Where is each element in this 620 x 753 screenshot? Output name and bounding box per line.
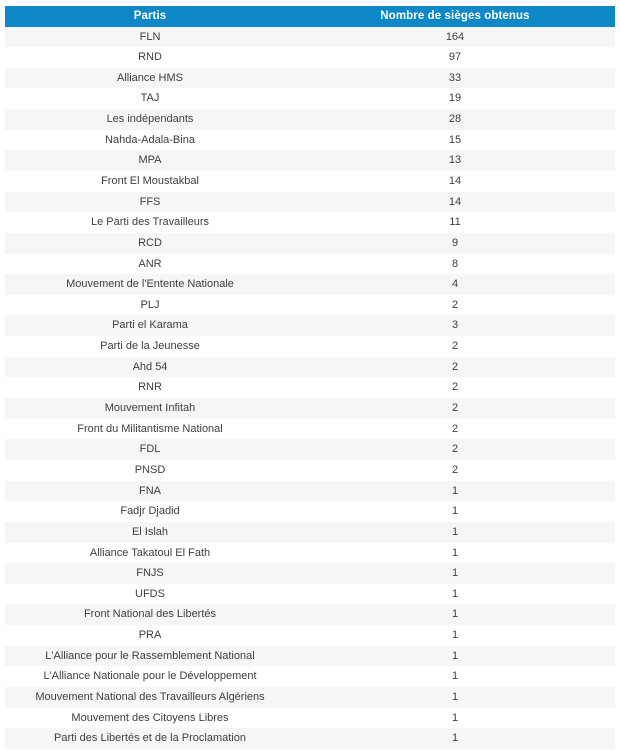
table-row bbox=[5, 398, 615, 419]
table-row bbox=[5, 47, 615, 68]
table-row bbox=[5, 666, 615, 687]
seats-cell: 2 bbox=[451, 422, 459, 435]
table-row bbox=[5, 419, 615, 440]
seats-cell: 164 bbox=[445, 30, 465, 43]
party-cell: FNJS bbox=[136, 567, 164, 580]
table-row bbox=[5, 171, 615, 192]
seats-cell: 1 bbox=[451, 649, 459, 662]
table-row bbox=[5, 522, 615, 543]
table-row bbox=[5, 728, 615, 749]
seats-cell: 2 bbox=[451, 402, 459, 415]
seats-cell: 1 bbox=[451, 691, 459, 703]
seats-cell: 1 bbox=[451, 670, 459, 683]
party-cell: Nahda-Adala-Bina bbox=[105, 133, 195, 146]
seats-cell: 14 bbox=[448, 195, 462, 208]
table-header-row bbox=[5, 6, 615, 27]
table-row bbox=[5, 543, 615, 564]
seats-cell: 9 bbox=[451, 236, 459, 249]
table-row bbox=[5, 687, 615, 708]
party-cell: Parti des Libertés et de la Proclamation bbox=[54, 732, 246, 745]
party-cell: Le Parti des Travailleurs bbox=[91, 216, 209, 229]
seats-cell: 1 bbox=[451, 711, 459, 724]
party-cell: Parti el Karama bbox=[112, 319, 188, 332]
party-cell: RND bbox=[138, 51, 162, 64]
seats-cell: 28 bbox=[448, 113, 462, 126]
seats-cell: 8 bbox=[451, 257, 459, 270]
seats-cell: 2 bbox=[451, 381, 459, 394]
seats-cell: 97 bbox=[448, 51, 462, 64]
seats-cell: 1 bbox=[451, 587, 459, 600]
party-cell: L'Alliance Nationale pour le Développement bbox=[43, 670, 257, 683]
party-cell: L'Alliance pour le Rassemblement National bbox=[45, 649, 255, 662]
table-row bbox=[5, 377, 615, 398]
table-row bbox=[5, 584, 615, 605]
table-row bbox=[5, 68, 615, 89]
seats-cell: 33 bbox=[448, 71, 462, 84]
party-cell: El Islah bbox=[131, 525, 169, 538]
party-cell: Fadjr Djadid bbox=[120, 505, 180, 518]
table-row bbox=[5, 109, 615, 130]
seats-cell: 4 bbox=[451, 278, 459, 291]
party-cell: Mouvement Infitah bbox=[104, 402, 196, 415]
seats-cell: 11 bbox=[449, 216, 461, 229]
party-cell: Les indépendants bbox=[106, 113, 194, 126]
seats-cell: 2 bbox=[451, 463, 459, 476]
column-header-partis: Partis bbox=[133, 10, 167, 22]
table-row bbox=[5, 212, 615, 233]
seats-cell: 15 bbox=[448, 133, 462, 146]
seats-cell: 1 bbox=[451, 484, 459, 497]
party-cell: MPA bbox=[138, 154, 162, 167]
table-row bbox=[5, 501, 615, 522]
party-cell: PNSD bbox=[134, 463, 166, 476]
seats-cell: 14 bbox=[448, 174, 462, 187]
party-cell: ANR bbox=[138, 257, 162, 270]
party-cell: Front El Moustakbal bbox=[101, 174, 199, 187]
table-row bbox=[5, 130, 615, 151]
table-row bbox=[5, 604, 615, 625]
party-cell: Front National des Libertés bbox=[83, 608, 217, 621]
party-cell: FDL bbox=[139, 443, 161, 456]
seats-cell: 1 bbox=[451, 629, 459, 642]
table-row bbox=[5, 708, 615, 729]
seats-cell: 1 bbox=[451, 608, 459, 621]
table-row bbox=[5, 315, 615, 336]
party-cell: PLJ bbox=[140, 298, 160, 311]
party-cell: FLN bbox=[139, 30, 161, 43]
party-cell: FNA bbox=[139, 484, 161, 497]
table-row bbox=[5, 460, 615, 481]
party-cell: FFS bbox=[139, 195, 161, 208]
table-row bbox=[5, 274, 615, 295]
party-cell: Mouvement des Citoyens Libres bbox=[71, 711, 229, 724]
table-row bbox=[5, 27, 615, 48]
party-cell: UFDS bbox=[135, 587, 165, 600]
seats-cell: 2 bbox=[451, 443, 459, 456]
election-results-table bbox=[5, 6, 615, 749]
table-row bbox=[5, 336, 615, 357]
table-row bbox=[5, 357, 615, 378]
table-row bbox=[5, 625, 615, 646]
column-header-seats: Nombre de sièges obtenus bbox=[380, 10, 530, 22]
table-row bbox=[5, 254, 615, 275]
table-row bbox=[5, 481, 615, 502]
party-cell: RNR bbox=[138, 381, 162, 394]
table-row bbox=[5, 646, 615, 667]
table-row bbox=[5, 150, 615, 171]
party-cell: Alliance Takatoul El Fath bbox=[89, 546, 211, 559]
table-row bbox=[5, 295, 615, 316]
party-cell: Parti de la Jeunesse bbox=[100, 340, 200, 353]
table-row bbox=[5, 233, 615, 254]
table-row bbox=[5, 192, 615, 213]
party-cell: Mouvement National des Travailleurs Algériens bbox=[35, 691, 265, 703]
party-cell: Mouvement de l'Entente Nationale bbox=[66, 278, 234, 291]
table-body bbox=[5, 27, 615, 749]
seats-cell: 13 bbox=[448, 154, 462, 167]
seats-cell: 2 bbox=[451, 340, 459, 353]
party-cell: TAJ bbox=[140, 92, 160, 105]
seats-cell: 19 bbox=[448, 92, 462, 105]
seats-cell: 1 bbox=[451, 525, 459, 538]
party-cell: Ahd 54 bbox=[132, 360, 168, 373]
seats-cell: 1 bbox=[451, 546, 459, 559]
seats-cell: 2 bbox=[451, 360, 459, 373]
table-row bbox=[5, 439, 615, 460]
seats-cell: 1 bbox=[451, 505, 459, 518]
seats-cell: 2 bbox=[451, 298, 459, 311]
party-cell: Front du Militantisme National bbox=[77, 422, 223, 435]
party-cell: Alliance HMS bbox=[116, 71, 184, 84]
seats-cell: 3 bbox=[451, 319, 459, 332]
party-cell: RCD bbox=[138, 236, 162, 249]
party-cell: PRA bbox=[138, 629, 162, 642]
table-row bbox=[5, 563, 615, 584]
seats-cell: 1 bbox=[451, 567, 459, 580]
table-row bbox=[5, 88, 615, 109]
seats-cell: 1 bbox=[451, 732, 459, 745]
